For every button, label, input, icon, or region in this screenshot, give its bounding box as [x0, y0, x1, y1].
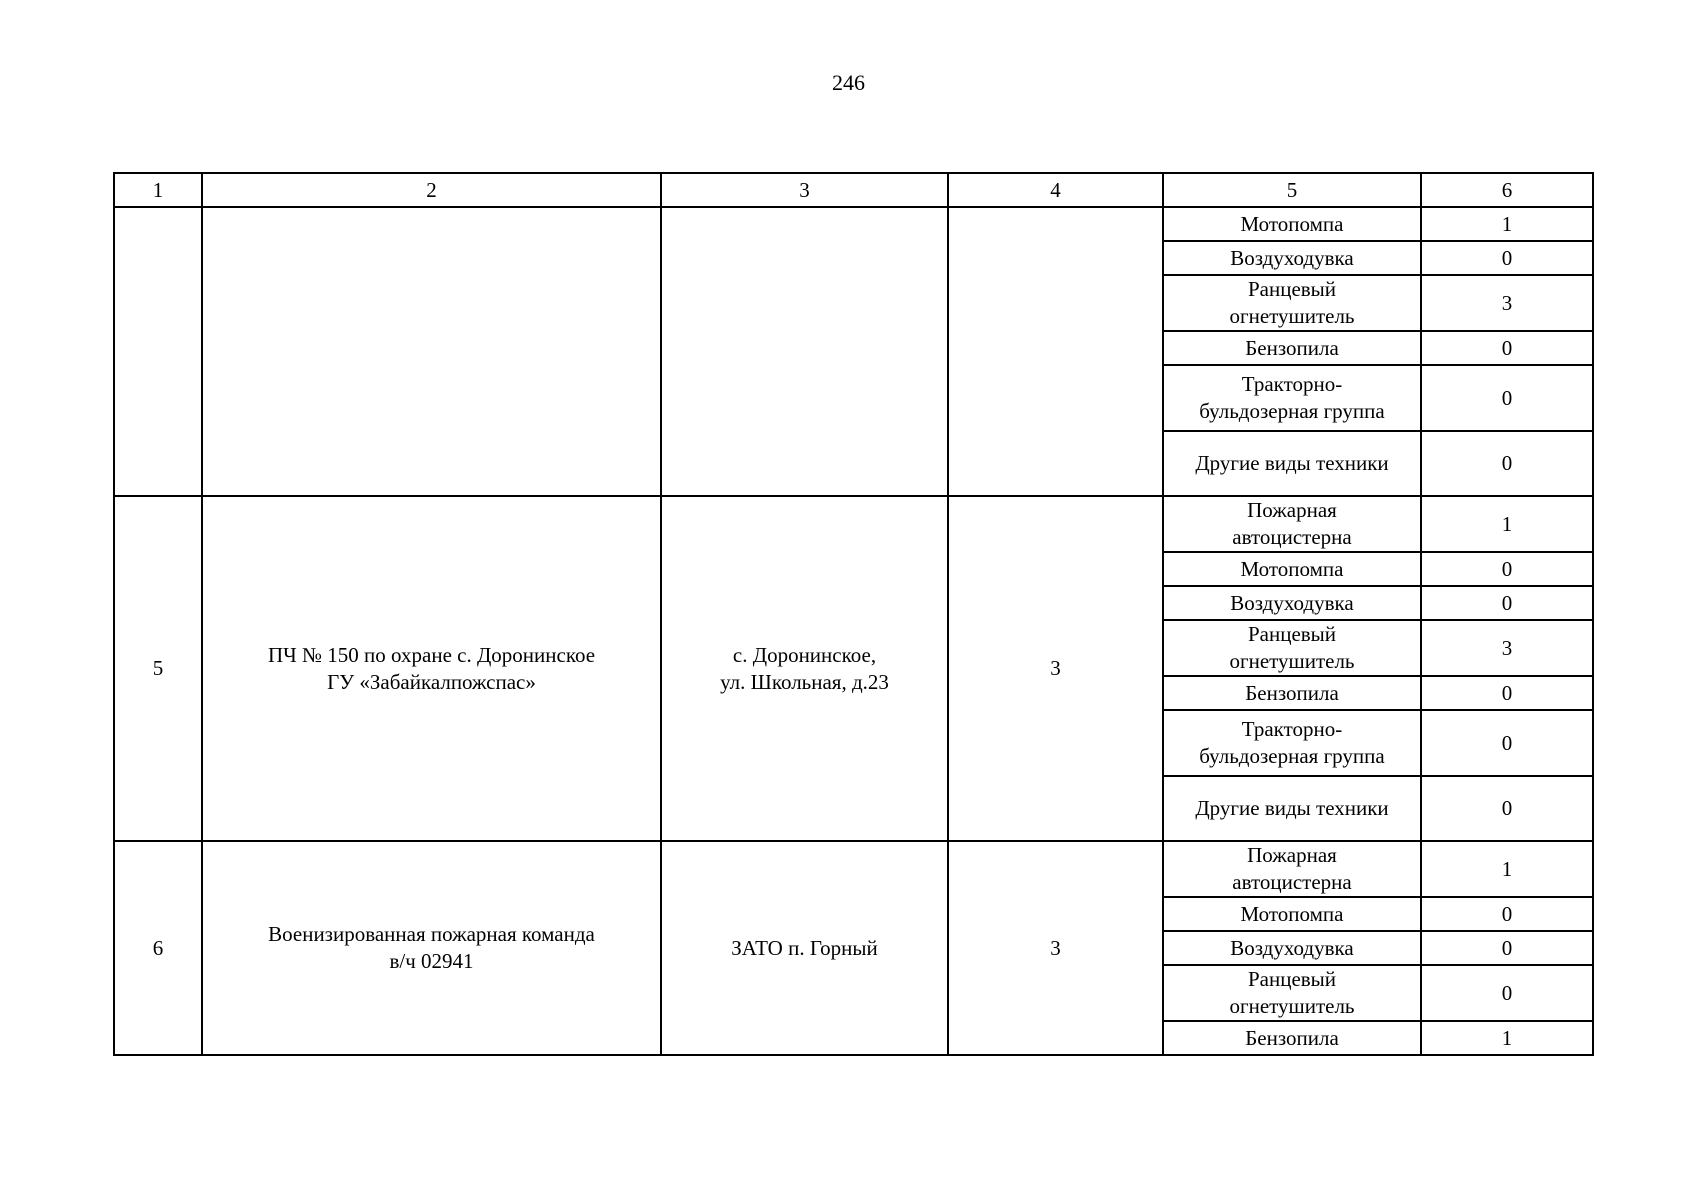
- organization-cell: [202, 207, 661, 496]
- equipment-name: Ранцевый огнетушитель: [1163, 275, 1421, 331]
- equipment-name: Бензопила: [1163, 331, 1421, 365]
- table-row: [114, 207, 1593, 241]
- equipment-qty: 1: [1421, 841, 1593, 897]
- equipment-qty: 0: [1421, 586, 1593, 620]
- page-number: 246: [832, 70, 865, 95]
- number-cell: [114, 207, 202, 496]
- equipment-table: [113, 172, 1594, 1056]
- address-cell: ЗАТО п. Горный: [661, 841, 948, 1055]
- equipment-qty: 0: [1421, 710, 1593, 776]
- header-cell: 3: [661, 173, 948, 207]
- count-cell: 3: [948, 496, 1163, 841]
- equipment-qty: 0: [1421, 965, 1593, 1021]
- organization-cell: ПЧ № 150 по охране с. Доронинское ГУ «Забайкалпожспас»: [202, 496, 661, 841]
- equipment-name: Ранцевый огнетушитель: [1163, 965, 1421, 1021]
- equipment-qty: 0: [1421, 431, 1593, 496]
- table-header-row: [114, 173, 1593, 207]
- equipment-qty: 1: [1421, 1021, 1593, 1055]
- header-cell: 1: [114, 173, 202, 207]
- equipment-name: Тракторно- бульдозерная группа: [1163, 365, 1421, 431]
- equipment-name: Тракторно- бульдозерная группа: [1163, 710, 1421, 776]
- equipment-qty: 3: [1421, 620, 1593, 676]
- count-cell: [948, 207, 1163, 496]
- number-cell: 5: [114, 496, 202, 841]
- equipment-name: Воздуходувка: [1163, 586, 1421, 620]
- header-cell: 4: [948, 173, 1163, 207]
- equipment-qty: 0: [1421, 776, 1593, 841]
- table-row: [114, 496, 1593, 552]
- equipment-qty: 0: [1421, 676, 1593, 710]
- equipment-qty: 0: [1421, 552, 1593, 586]
- header-cell: 5: [1163, 173, 1421, 207]
- equipment-name: Пожарная автоцистерна: [1163, 496, 1421, 552]
- equipment-qty: 0: [1421, 931, 1593, 965]
- equipment-qty: 3: [1421, 275, 1593, 331]
- count-cell: 3: [948, 841, 1163, 1055]
- equipment-name: Ранцевый огнетушитель: [1163, 620, 1421, 676]
- equipment-qty: 0: [1421, 241, 1593, 275]
- address-cell: [661, 207, 948, 496]
- equipment-qty: 0: [1421, 331, 1593, 365]
- table-row: [114, 841, 1593, 897]
- equipment-name: Другие виды техники: [1163, 776, 1421, 841]
- equipment-qty: 0: [1421, 365, 1593, 431]
- equipment-name: Пожарная автоцистерна: [1163, 841, 1421, 897]
- number-cell: 6: [114, 841, 202, 1055]
- equipment-qty: 1: [1421, 207, 1593, 241]
- equipment-name: Мотопомпа: [1163, 552, 1421, 586]
- equipment-name: Бензопила: [1163, 1021, 1421, 1055]
- organization-cell: Военизированная пожарная команда в/ч 02941: [202, 841, 661, 1055]
- equipment-name: Воздуходувка: [1163, 931, 1421, 965]
- equipment-name: Мотопомпа: [1163, 207, 1421, 241]
- equipment-qty: 1: [1421, 496, 1593, 552]
- equipment-name: Другие виды техники: [1163, 431, 1421, 496]
- equipment-name: Бензопила: [1163, 676, 1421, 710]
- header-cell: 6: [1421, 173, 1593, 207]
- equipment-name: Воздуходувка: [1163, 241, 1421, 275]
- address-cell: с. Доронинское, ул. Школьная, д.23: [661, 496, 948, 841]
- header-cell: 2: [202, 173, 661, 207]
- equipment-name: Мотопомпа: [1163, 897, 1421, 931]
- equipment-qty: 0: [1421, 897, 1593, 931]
